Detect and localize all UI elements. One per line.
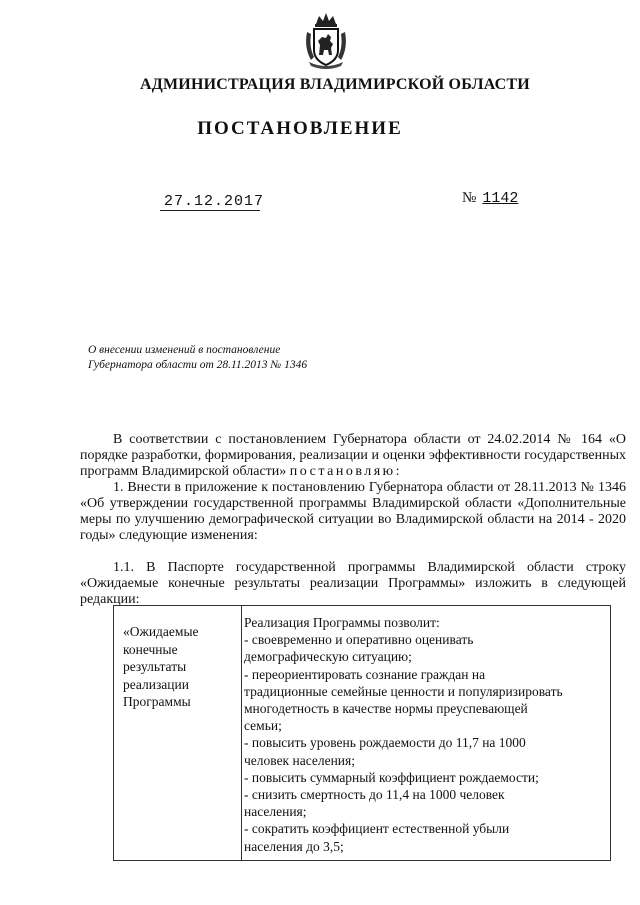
left-cell-line: «Ожидаемые (123, 624, 199, 639)
left-cell-line: конечные (123, 641, 178, 657)
number-sign: № (462, 190, 477, 206)
right-cell-line: традиционные семейные ценности и популяризировать (244, 683, 563, 699)
right-cell-line: - снизить смертность до 11,4 на 1000 человек (244, 787, 505, 803)
right-cell-line: - сократить коэффициент естественной убыли (244, 821, 510, 837)
right-cell-line: населения; (244, 804, 307, 820)
coat-of-arms-icon (303, 10, 349, 70)
date-underline (160, 210, 260, 211)
number-value: 1142 (482, 190, 519, 207)
paragraph-3 (80, 560, 626, 608)
organization-title: АДМИНИСТРАЦИЯ ВЛАДИМИРСКОЙ ОБЛАСТИ (140, 76, 530, 93)
right-cell-line: человек населения; (244, 752, 355, 768)
left-cell-line: результаты (123, 659, 187, 674)
document-type-title: ПОСТАНОВЛЕНИЕ (197, 118, 403, 139)
results-table (113, 605, 611, 861)
table-divider (241, 606, 242, 860)
right-cell-line: - повысить уровень рождаемости до 11,7 на 1000 (244, 735, 526, 751)
subject-line-1: О внесении изменений в постановление (88, 344, 281, 356)
right-cell-line: населения до 3,5; (244, 838, 344, 854)
document-subject (88, 343, 307, 373)
paragraph-2-text: 1. Внести в приложение к постановлению Губернатора области от 28.11.2013 № 1346 «Об утверждении государственной программы Владимирской области «Дополнительные меры по улучшению демографической ситуации во Владимирской области на 2014 - 2020 годы» следующие изменения: (80, 480, 626, 543)
right-cell-line: - переориентировать сознание граждан на (244, 666, 486, 682)
document-number (462, 190, 518, 207)
table-left-cell (123, 623, 238, 711)
right-cell-line: - своевременно и оперативно оценивать (244, 632, 474, 648)
right-cell-line: демографическую ситуацию; (244, 649, 412, 665)
left-cell-line: реализации (123, 676, 189, 692)
subject-line-2: Губернатора области от 28.11.2013 № 1346 (88, 359, 308, 371)
document-date: 27.12.2017 (164, 193, 265, 210)
paragraph-3-text: 1.1. В Паспорте государственной программы Владимирской области строку «Ожидаемые конечные результаты реализации Программы» изложить в следующей редакции: (80, 560, 626, 607)
paragraph-2 (80, 480, 626, 544)
right-cell-line: - повысить суммарный коэффициент рождаемости; (244, 769, 539, 785)
coat-of-arms-emblem (303, 10, 349, 70)
left-cell-line: Программы (123, 694, 191, 709)
decree-verb: постановляю: (289, 464, 403, 479)
paragraph-1-text: В соответствии с постановлением Губернатора области от 24.02.2014 № 164 «О порядке разработки, формирования, реализации и оценки эффективности государственных программ Владимирской области» (80, 432, 626, 479)
right-cell-line: многодетность в качестве нормы преуспевающей (244, 701, 528, 717)
right-cell-line: Реализация Программы позволит: (244, 615, 440, 630)
table-right-cell (244, 614, 602, 855)
paragraph-1 (80, 432, 626, 480)
right-cell-line: семьи; (244, 718, 282, 734)
